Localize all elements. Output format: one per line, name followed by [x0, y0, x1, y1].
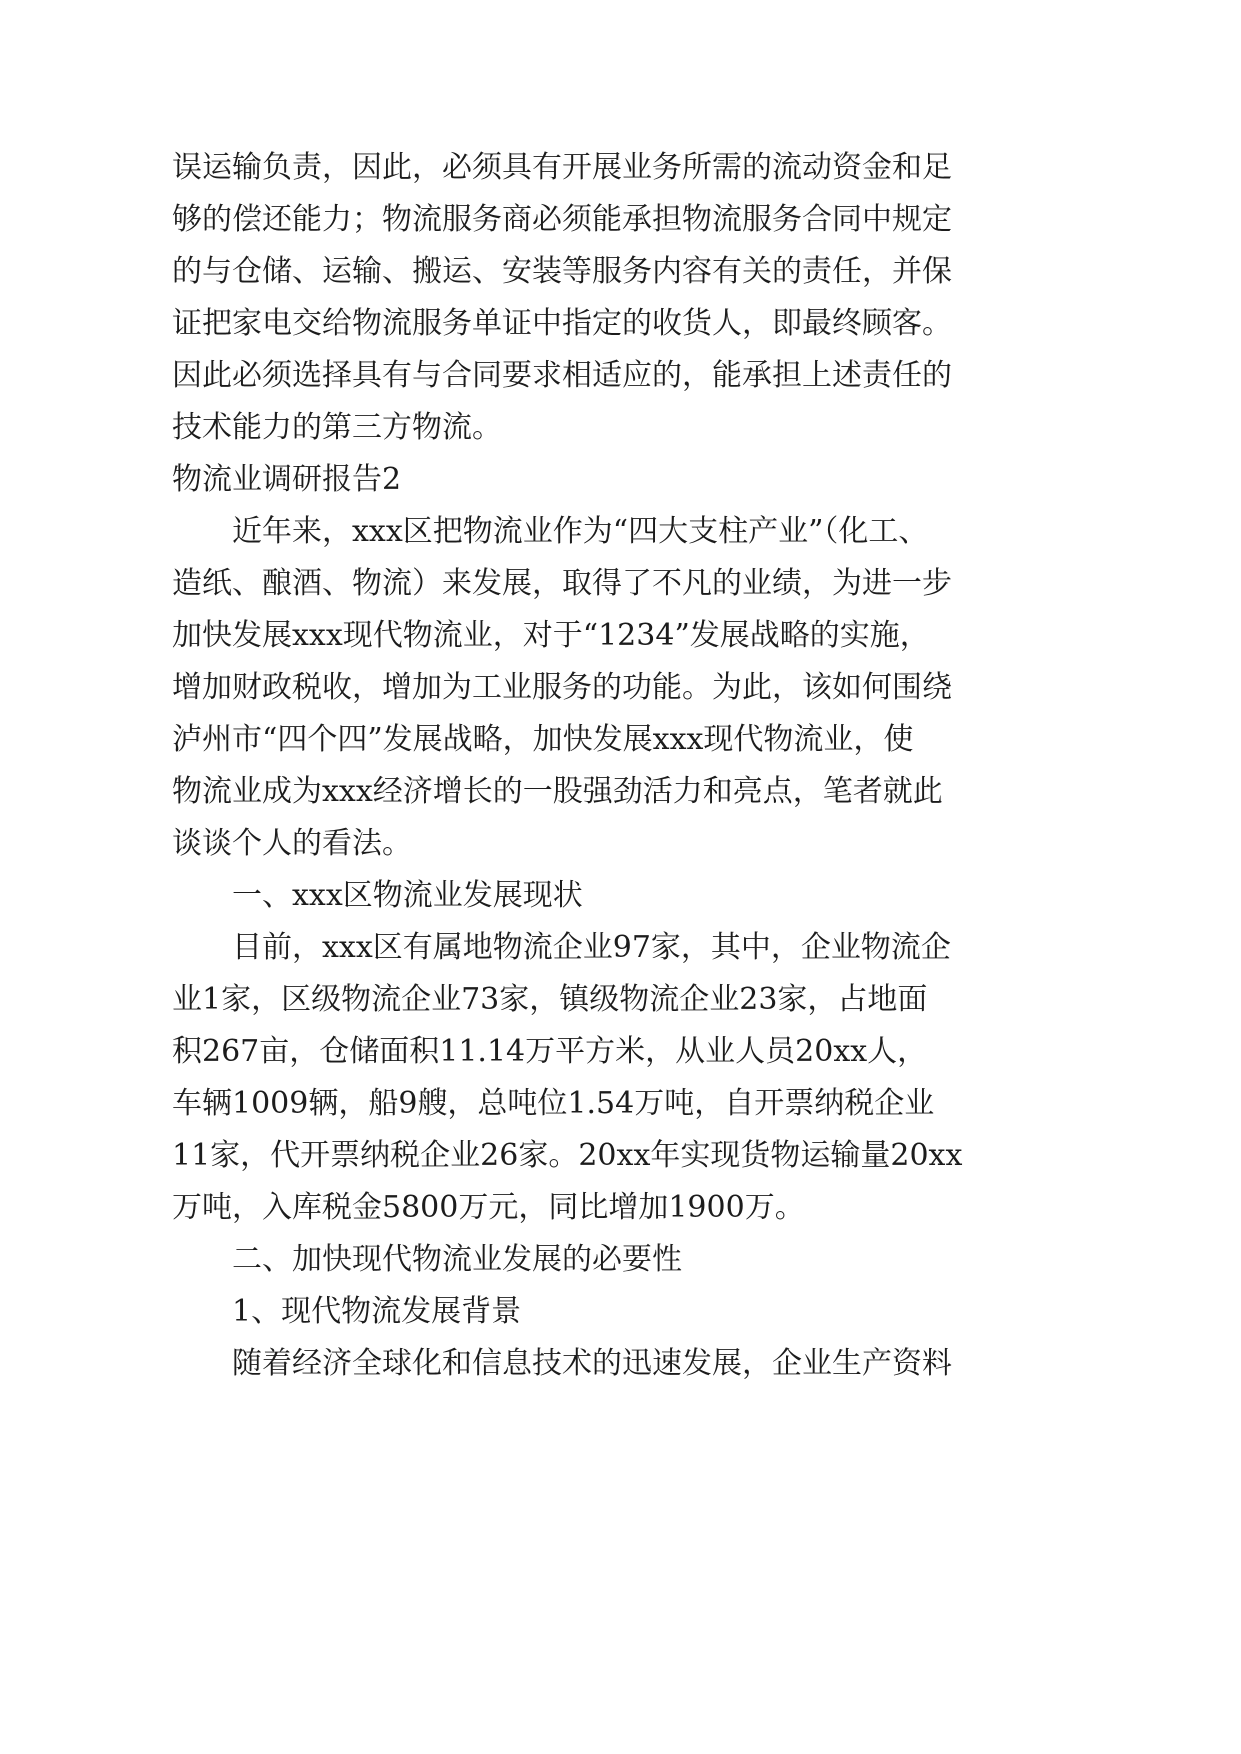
paragraph-line: 因此必须选择具有与合同要求相适应的，能承担上述责任的 [172, 358, 952, 393]
paragraph-line: 11家，代开票纳税企业26家。20xx年实现货物运输量20xx [172, 1138, 963, 1173]
paragraph-line: 业1家，区级物流企业73家，镇级物流企业23家，占地面 [172, 982, 928, 1017]
paragraph-line: 证把家电交给物流服务单证中指定的收货人，即最终顾客。 [172, 306, 952, 341]
paragraph-line: 误运输负责，因此，必须具有开展业务所需的流动资金和足 [172, 150, 952, 185]
paragraph-line: 随着经济全球化和信息技术的迅速发展，企业生产资料 [232, 1346, 952, 1381]
paragraph-line: 谈谈个人的看法。 [172, 826, 412, 861]
paragraph-line: 积267亩，仓储面积11.14万平方米，从业人员20xx人， [172, 1034, 928, 1069]
paragraph-line: 技术能力的第三方物流。 [172, 410, 502, 445]
paragraph-line: 造纸、酿酒、物流）来发展，取得了不凡的业绩，为进一步 [172, 566, 952, 601]
section-heading: 一、xxx区物流业发展现状 [232, 878, 583, 913]
subsection-heading: 1、现代物流发展背景 [232, 1294, 522, 1329]
paragraph-line: 车辆1009辆，船9艘，总吨位1.54万吨，自开票纳税企业 [172, 1086, 935, 1121]
section-heading: 二、加快现代物流业发展的必要性 [232, 1242, 682, 1277]
paragraph-line: 够的偿还能力；物流服务商必须能承担物流服务合同中规定 [172, 202, 952, 237]
paragraph-line: 物流业成为xxx经济增长的一股强劲活力和亮点，笔者就此 [172, 774, 943, 809]
section-title: 物流业调研报告2 [172, 462, 402, 497]
paragraph-line: 加快发展xxx现代物流业，对于“1234”发展战略的实施， [172, 618, 930, 653]
paragraph-line: 的与仓储、运输、搬运、安装等服务内容有关的责任，并保 [172, 254, 952, 289]
paragraph-line: 近年来，xxx区把物流业作为“四大支柱产业”（化工、 [232, 514, 929, 549]
paragraph-line: 目前，xxx区有属地物流企业97家，其中，企业物流企 [232, 930, 951, 965]
paragraph-line: 泸州市“四个四”发展战略，加快发展xxx现代物流业，使 [172, 722, 914, 757]
paragraph-line: 万吨，入库税金5800万元，同比增加1900万。 [172, 1190, 805, 1225]
paragraph-line: 增加财政税收，增加为工业服务的功能。为此，该如何围绕 [172, 670, 952, 705]
